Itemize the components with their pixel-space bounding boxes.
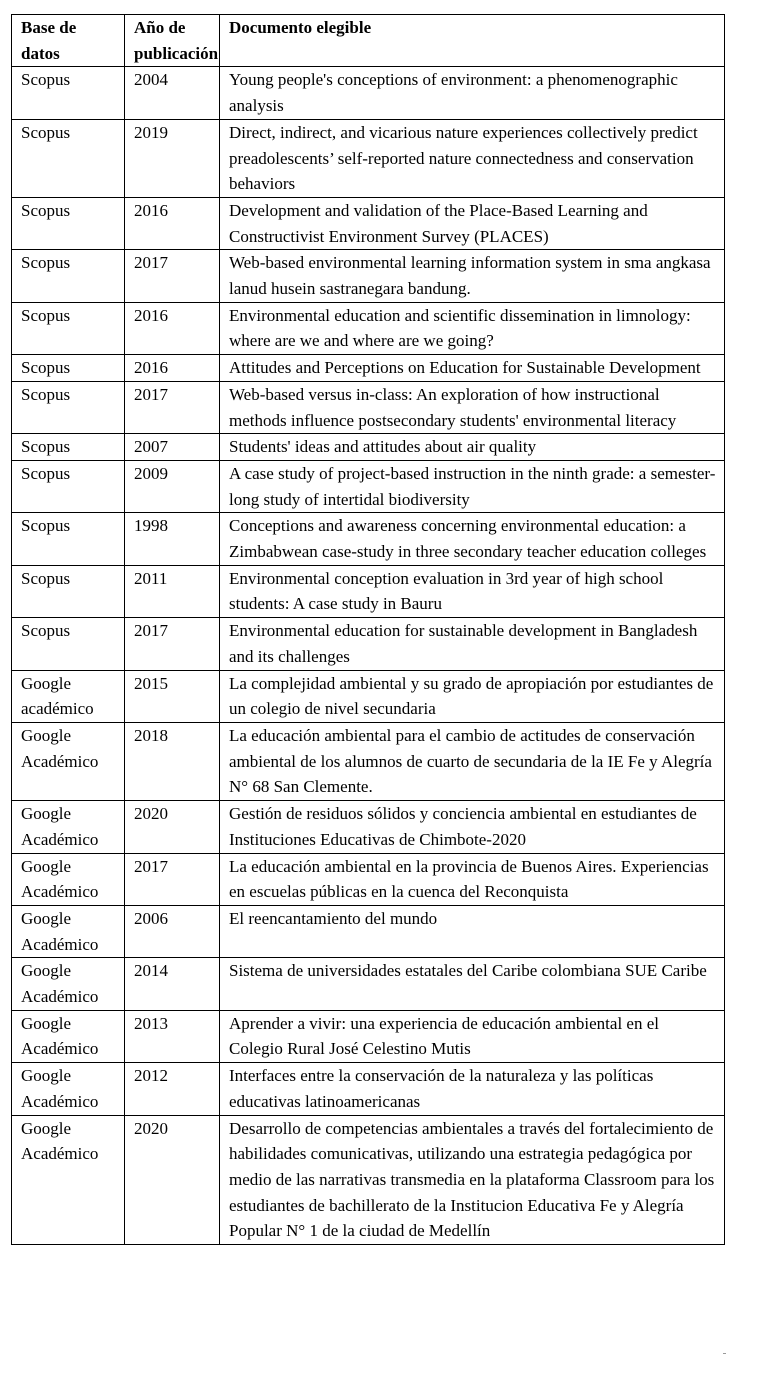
cell-year: 2017 [125,250,220,302]
cell-database: Google Académico [12,958,125,1010]
table-row [12,355,725,382]
table-row [12,434,725,461]
cell-document: El reencantamiento del mundo [220,905,725,957]
cell-database: Scopus [12,67,125,119]
cell-database: Google Académico [12,905,125,957]
cell-year: 2015 [125,670,220,722]
cell-document: Aprender a vivir: una experiencia de educación ambiental en el Colegio Rural José Celestino Mutis [220,1010,725,1062]
cell-database: Scopus [12,302,125,354]
table-row [12,670,725,722]
header-document: Documento elegible [220,15,725,67]
table-row [12,460,725,512]
cell-document: Web-based environmental learning information system in sma angkasa lanud husein sastranegara bandung. [220,250,725,302]
cell-database: Scopus [12,250,125,302]
table-row [12,1010,725,1062]
cell-document: Environmental conception evaluation in 3rd year of high school students: A case study in Bauru [220,565,725,617]
cell-document: La complejidad ambiental y su grado de apropiación por estudiantes de un colegio de nivel secundaria [220,670,725,722]
table-row [12,302,725,354]
cell-database: Google Académico [12,853,125,905]
header-year: Año de publicación [125,15,220,67]
cell-year: 2016 [125,197,220,249]
cell-document: Attitudes and Perceptions on Education for Sustainable Development [220,355,725,382]
cell-document: Desarrollo de competencias ambientales a través del fortalecimiento de habilidades comunicativas, utilizando una estrategia pedagógica por medio de las narrativas transmedia en la plataforma Classroom para los estudiantes de bachillerato de la Institucion Educativa Fe y Alegría Popular N° 1 de la ciudad de Medellín [220,1115,725,1245]
table-row [12,722,725,800]
table-row [12,381,725,433]
cell-database: Google Académico [12,801,125,853]
cell-database: Scopus [12,381,125,433]
cell-year: 2017 [125,618,220,670]
cell-year: 2017 [125,381,220,433]
cell-year: 2020 [125,801,220,853]
cell-year: 2013 [125,1010,220,1062]
cell-document: Web-based versus in-class: An exploration of how instructional methods influence postsecondary students' environmental literacy [220,381,725,433]
table-header-row [12,15,725,67]
table-row [12,853,725,905]
cell-database: Scopus [12,618,125,670]
cell-document: Environmental education for sustainable development in Bangladesh and its challenges [220,618,725,670]
cell-document: Students' ideas and attitudes about air quality [220,434,725,461]
cell-database: Google académico [12,670,125,722]
cell-database: Google Académico [12,722,125,800]
table-row [12,801,725,853]
table-row [12,513,725,565]
cell-document: Conceptions and awareness concerning environmental education: a Zimbabwean case-study in three secondary teacher education colleges [220,513,725,565]
cell-document: La educación ambiental para el cambio de actitudes de conservación ambiental de los alumnos de cuarto de secundaria de la IE Fe y Alegría N° 68 San Clemente. [220,722,725,800]
cell-year: 2012 [125,1063,220,1115]
table-row [12,119,725,197]
cell-year: 2018 [125,722,220,800]
cell-year: 2009 [125,460,220,512]
cell-year: 2017 [125,853,220,905]
cell-document: Direct, indirect, and vicarious nature experiences collectively predict preadolescents’ self-reported nature connectedness and conservation behaviors [220,119,725,197]
cell-document: La educación ambiental en la provincia de Buenos Aires. Experiencias en escuelas públicas en la cuenca del Reconquista [220,853,725,905]
cell-year: 2011 [125,565,220,617]
table-row [12,905,725,957]
table-row [12,250,725,302]
cell-database: Scopus [12,460,125,512]
cell-year: 2006 [125,905,220,957]
cell-document: Environmental education and scientific dissemination in limnology: where are we and where are we going? [220,302,725,354]
cell-document: Gestión de residuos sólidos y conciencia ambiental en estudiantes de Instituciones Educativas de Chimbote-2020 [220,801,725,853]
table-row [12,958,725,1010]
cell-document: Interfaces entre la conservación de la naturaleza y las políticas educativas latinoamericanas [220,1063,725,1115]
table-row [12,67,725,119]
cell-year: 2014 [125,958,220,1010]
cell-document: Young people's conceptions of environment: a phenomenographic analysis [220,67,725,119]
cell-database: Google Académico [12,1115,125,1245]
cell-year: 2019 [125,119,220,197]
cell-database: Scopus [12,355,125,382]
cell-year: 2007 [125,434,220,461]
cell-year: 2016 [125,302,220,354]
cell-year: 1998 [125,513,220,565]
cell-database: Scopus [12,119,125,197]
table-row [12,565,725,617]
page-corner-mark [723,1353,726,1354]
cell-year: 2016 [125,355,220,382]
cell-document: Development and validation of the Place-Based Learning and Constructivist Environment Survey (PLACES) [220,197,725,249]
cell-document: A case study of project-based instruction in the ninth grade: a semester-long study of intertidal biodiversity [220,460,725,512]
cell-year: 2020 [125,1115,220,1245]
cell-database: Scopus [12,434,125,461]
cell-year: 2004 [125,67,220,119]
cell-database: Scopus [12,513,125,565]
table-row [12,197,725,249]
header-database: Base de datos [12,15,125,67]
eligible-documents-table [11,14,725,1245]
table-row [12,1115,725,1245]
cell-document: Sistema de universidades estatales del Caribe colombiana SUE Caribe [220,958,725,1010]
cell-database: Google Académico [12,1063,125,1115]
table-row [12,618,725,670]
cell-database: Scopus [12,197,125,249]
cell-database: Google Académico [12,1010,125,1062]
cell-database: Scopus [12,565,125,617]
table-row [12,1063,725,1115]
